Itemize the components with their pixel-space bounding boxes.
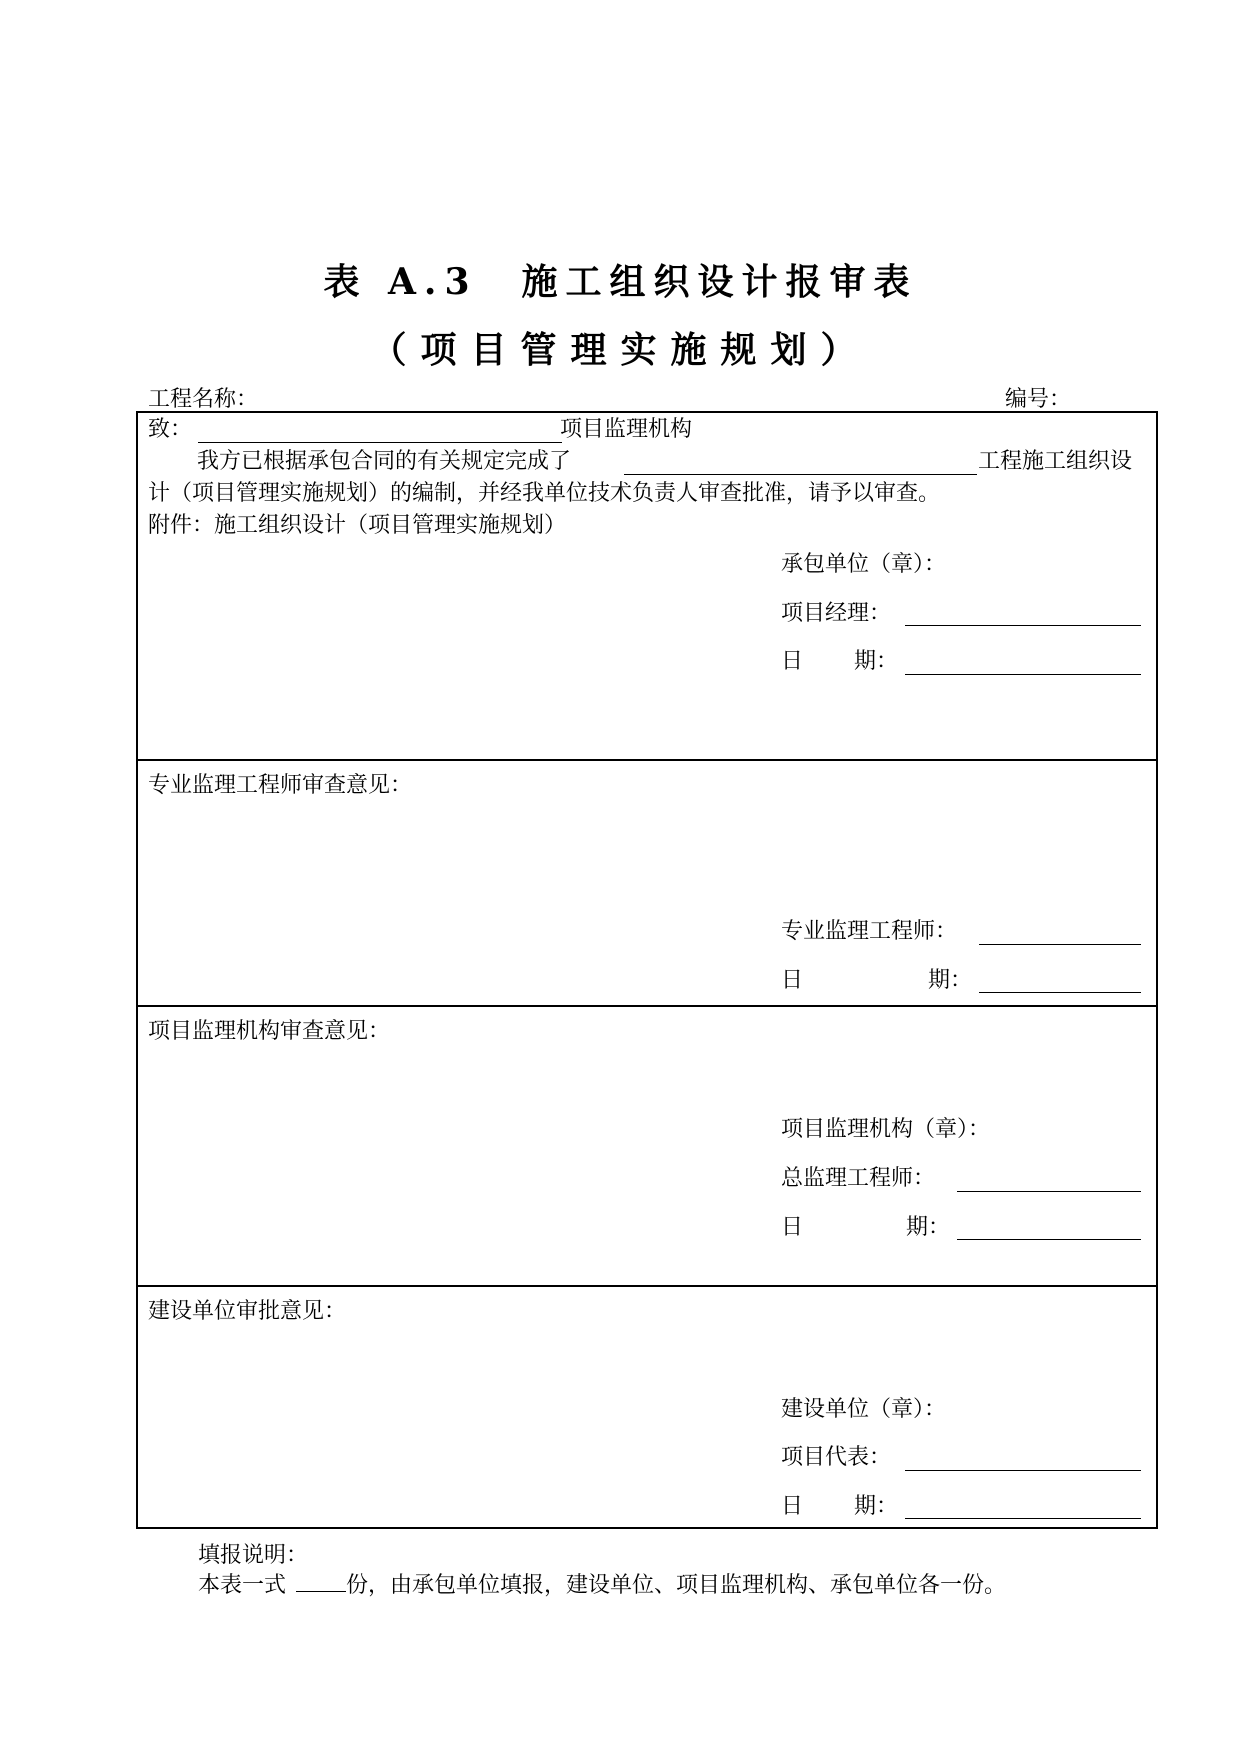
instructions-heading: 填报说明： xyxy=(198,1543,309,1568)
date-label-char2: 期： xyxy=(854,1494,899,1519)
date-label-char1: 日 xyxy=(781,968,804,993)
submission-section xyxy=(138,413,1156,759)
owner-approval-heading: 建设单位审批意见： xyxy=(148,1299,347,1324)
agency-review-section xyxy=(138,1005,1156,1285)
date-label-char2: 期： xyxy=(928,968,973,993)
submission-body-part1: 我方已根据承包合同的有关规定完成了 xyxy=(197,449,572,474)
to-label: 致： xyxy=(148,417,193,442)
date-label-char1: 日 xyxy=(781,649,804,674)
date-label-char1: 日 xyxy=(781,1215,804,1240)
chief-engineer-label: 总监理工程师： xyxy=(781,1166,936,1191)
owner-stamp-label: 建设单位（章）： xyxy=(781,1397,947,1422)
engineer-label: 专业监理工程师： xyxy=(781,919,958,944)
instructions-part1: 本表一式 xyxy=(198,1573,287,1598)
engineer-signature-field[interactable] xyxy=(979,944,1141,945)
project-name-label: 工程名称： xyxy=(148,387,259,412)
number-label: 编号： xyxy=(1005,387,1072,412)
form-title: 表 A.3 施工组织设计报审表 xyxy=(323,261,918,303)
attachment-note: 附件：施工组织设计（项目管理实施规划） xyxy=(148,513,567,538)
engineer-review-section xyxy=(138,759,1156,1005)
agency-review-heading: 项目监理机构审查意见： xyxy=(148,1019,391,1044)
submission-body-part2: 工程施工组织设 xyxy=(978,449,1133,474)
owner-date-field[interactable] xyxy=(905,1518,1141,1519)
project-manager-label: 项目经理： xyxy=(781,601,892,626)
submission-body-line2: 计（项目管理实施规划）的编制，并经我单位技术负责人审查批准，请予以审查。 xyxy=(148,481,941,506)
recipient-field[interactable] xyxy=(198,442,562,443)
date-label-char1: 日 xyxy=(781,1494,804,1519)
agency-date-field[interactable] xyxy=(957,1239,1141,1240)
engineer-date-field[interactable] xyxy=(979,992,1141,993)
contractor-date-field[interactable] xyxy=(905,674,1141,675)
date-label-char2: 期： xyxy=(854,649,899,674)
form-subtitle: （项目管理实施规划） xyxy=(370,329,871,371)
chief-engineer-field[interactable] xyxy=(957,1191,1141,1192)
engineer-review-heading: 专业监理工程师审查意见： xyxy=(148,773,413,798)
recipient-suffix: 项目监理机构 xyxy=(560,417,693,442)
copies-count-field[interactable] xyxy=(296,1591,346,1592)
owner-approval-section xyxy=(138,1285,1156,1531)
representative-label: 项目代表： xyxy=(781,1445,892,1470)
project-manager-field[interactable] xyxy=(905,625,1141,626)
instructions-part2: 份，由承包单位填报，建设单位、项目监理机构、承包单位各一份。 xyxy=(346,1573,1007,1598)
review-form-table xyxy=(136,411,1158,1529)
date-label-char2: 期： xyxy=(906,1215,951,1240)
representative-field[interactable] xyxy=(905,1470,1141,1471)
contractor-stamp-label: 承包单位（章）： xyxy=(781,552,947,577)
agency-stamp-label: 项目监理机构（章）： xyxy=(781,1117,991,1142)
project-title-field[interactable] xyxy=(624,474,977,475)
